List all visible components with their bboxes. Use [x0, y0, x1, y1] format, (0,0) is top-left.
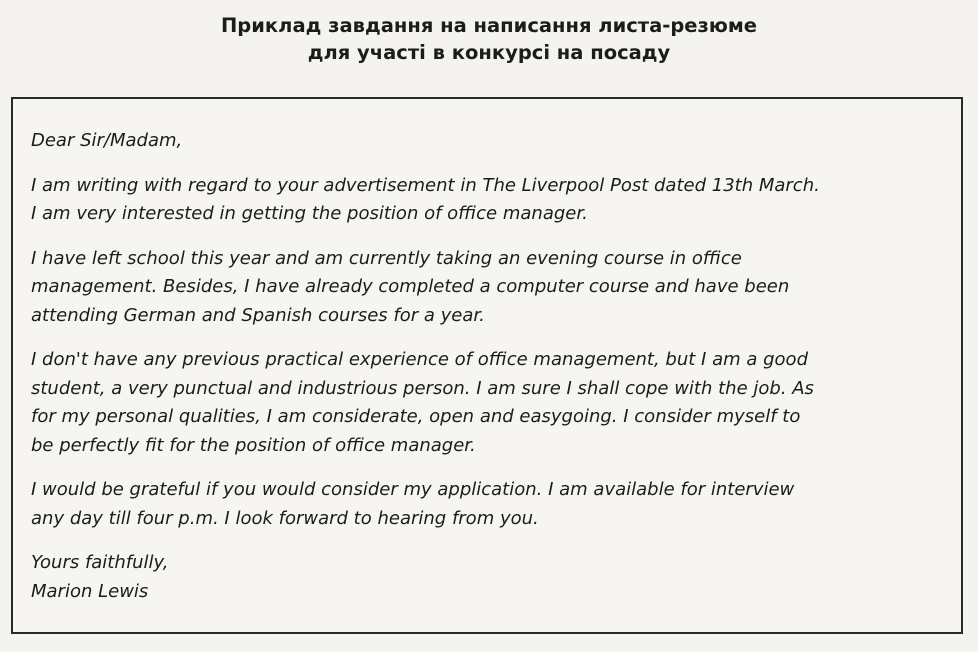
header-title-line-1: Приклад завдання на написання листа-резюме	[220, 14, 757, 37]
letter-paragraph-3	[31, 346, 943, 460]
paragraph-line: I have left school this year and am currently taking an evening course in office	[31, 247, 742, 269]
letter-closing-block	[31, 549, 943, 606]
letter-closing: Yours faithfully,	[31, 552, 169, 573]
letter-paragraph-4	[31, 476, 943, 533]
paragraph-line: attending German and Spanish courses for a year.	[31, 304, 485, 326]
paragraph-line: management. Besides, I have already completed a computer course and have been	[31, 276, 790, 297]
letter-greeting: Dear Sir/Madam,	[31, 130, 183, 151]
paragraph-line: student, a very punctual and industrious person. I am sure I shall cope with the job. As	[31, 377, 814, 399]
paragraph-line: be perfectly fit for the position of office manager.	[31, 434, 476, 456]
header-title-line-2: для участі в конкурсі на посаду	[307, 41, 671, 64]
paragraph-line: I would be grateful if you would consider my application. I am available for interview	[31, 479, 795, 500]
paragraph-line: I am very interested in getting the position of office manager.	[31, 203, 588, 224]
document-header	[0, 12, 978, 66]
letter-signature: Marion Lewis	[31, 580, 149, 602]
paragraph-line: I don't have any previous practical experience of office management, but I am a good	[31, 349, 808, 370]
letter-frame	[11, 97, 963, 634]
letter-paragraph-1	[31, 172, 943, 229]
letter-body	[31, 127, 943, 606]
paragraph-line: I am writing with regard to your advertisement in The Liverpool Post dated 13th March.	[31, 174, 820, 196]
letter-paragraph-2	[31, 245, 943, 331]
paragraph-line: for my personal qualities, I am considerate, open and easygoing. I consider myself to	[31, 406, 801, 427]
paragraph-line: any day till four p.m. I look forward to hearing from you.	[31, 507, 539, 529]
